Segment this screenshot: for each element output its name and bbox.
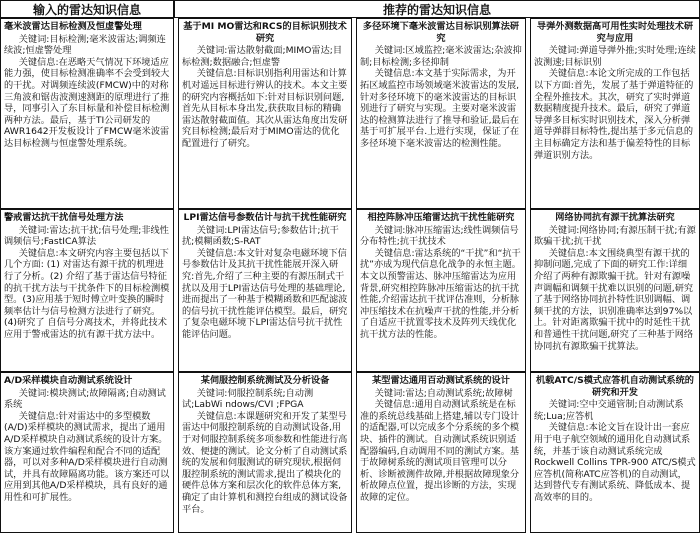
cell-title: 毫米波雷达目标检测及恒虚警处理	[4, 21, 142, 32]
recommendation-cell	[356, 209, 526, 372]
cell-title: 网络协同抗有源干扰算法研究	[555, 212, 675, 223]
info-value: 本文研究内容主要包括以下几个方面: (1) 对雷达有源干扰的机理进行了分析。(2) 介绍了基于雷达信号特征的抗干扰方法与干扰条件下的目标检测模型。(3)应用基于短时傅立叶变换的瞬时频率估计与信号检测方法进行了研究。(4)研究了 自信号分离技术，并将此技术应用于警戒雷达的抗有源干扰方法中。	[4, 247, 170, 340]
recommendation-cell	[178, 18, 352, 209]
keywords-line	[534, 225, 696, 248]
recommendation-cell	[356, 372, 526, 533]
keywords-label: 关键词:	[18, 224, 50, 236]
info-value: 在恶略天气情况下环境适应能力强，使目标检测准确率不会受到较大的干扰。对调频连续波(FMCW)中的对称三角波和锯齿波测速测距的原理进行了推导，同事引入了东目标量和补偿目标检测两种方法。最后，基于TI公司研发的AWR1642开发板设计了FMCW毫米波雷达目标检测与恒虚警处理系统。	[4, 56, 170, 149]
info-line	[534, 68, 696, 161]
info-label: 关键信息:	[374, 399, 415, 411]
keywords-label: 关键词:	[548, 224, 580, 236]
keywords-line	[4, 388, 170, 411]
keywords-value: 模块测试;故障隔离;自动测试系统	[4, 387, 166, 411]
cell-title: 警戒雷达抗干扰信号处理方法	[4, 212, 124, 223]
info-line	[360, 248, 522, 341]
info-line	[182, 411, 348, 515]
info-line	[360, 68, 522, 149]
info-value: 针对雷达中的多型模数(A/D)采样模块的测试需求，提出了通用A/D采样模块自动测试系统的设计方案。该方案通过软件编程和配合不同的适配器，可以对多种A/D采样模块进行自动测试，并具有故障隔离功能。该方案还可以应用到其他A/D采样模块，具有良好的通用性和可扩展性。	[4, 410, 170, 503]
info-label: 关键信息:	[18, 247, 59, 259]
info-value: 本文围绕典型有源干扰的抑制问题,完成了下面的研究工作:详细介绍了两种有源欺骗干扰。针对有源噪声调幅和调频干扰难以识别的问题,研究了基于网络协同抗扑特性识别调幅、调频干扰的方法，识别准确率达到97%以上。针对距离欺骗干扰中的时延性干扰和普通性干扰问题,研究了三种基于网络协同抗有源欺骗干扰算法。	[534, 247, 694, 352]
keywords-line	[182, 45, 348, 68]
info-value: 雷达系统的“干扰”和“抗干扰”亦成为现代信息化战争的永恒主题。本文以预警雷达、脉冲压缩雷达为应用背景,研究相控阵脉冲压缩雷达的抗干扰性能,介绍雷达抗干扰评估准则，分析脉冲压缩技术在抗噪声干扰的性能,并分析了自适应干扰置零技术及阵列天线优化抗干扰方法的性能。	[360, 247, 521, 340]
keywords-line	[182, 388, 348, 411]
info-value: 通用自动测试系统是在标准的系统总线基础上搭建,辅以专门设计的适配器,可以完成多个分系统的多个模块、插件的测试。自动测试系统识别适配器编码,自动调用不同的测试方案。基于故障树系统的测试项目管理可以分析、诊断被测件故障,并根据故障现象分析故障点位置，提出诊断的方法，实现故障的定位。	[360, 399, 520, 503]
info-label: 关键信息:	[548, 422, 589, 434]
info-value: 本论文所完成的工作包括以下方面:首先，发展了基于弹道特征的全程外推技术。其次，研究了实时弹道数据精度提升技术。最后，研究了弹道导弹多目标实时识别技术，深入分析弹道导弹群目标特性,提出基于多元信息的主目标确定方法和基于偏差特性的目标弹道识别方法。	[534, 68, 694, 161]
keywords-value: 目标检测;毫米波雷达;调频连续波;恒虚警处理	[4, 33, 166, 57]
keywords-label: 关键词:	[374, 45, 406, 57]
info-label: 关键信息:	[196, 410, 237, 422]
keywords-value: 雷达散射截面;MIMO雷达;目标检测;数据融合;恒虚警	[182, 45, 343, 68]
cell-title: A/D采样模块自动测试系统设计	[4, 375, 133, 386]
keywords-label: 关键词:	[196, 45, 228, 57]
cell-title: 相控阵脉冲压缩雷达抗干扰性能研究	[367, 212, 515, 223]
recommendation-cell	[530, 209, 700, 372]
info-label: 关键信息:	[374, 68, 415, 80]
keywords-line	[182, 225, 348, 248]
cell-title: 某伺服控制系统测试及分析设备	[200, 375, 330, 386]
info-line	[182, 68, 348, 149]
keywords-value: LPI雷达信号;参数估计;抗干扰;模糊函数;S-RAT	[182, 224, 339, 248]
info-label: 关键信息:	[18, 410, 59, 422]
cell-title: 导弹外测数据高可用性实时处理技术研究与应用	[536, 21, 694, 44]
info-line	[182, 248, 348, 341]
keywords-line	[534, 399, 696, 422]
keywords-line	[360, 45, 522, 68]
input-cell	[0, 372, 174, 533]
info-label: 关键信息:	[196, 247, 237, 259]
keywords-label: 关键词:	[374, 224, 406, 236]
info-value: 本课题研究和开发了某型号雷达中伺服控制系统的自动测试设备,用于对伺服控制系统多项参数和性能进行高效、便捷的测试。论文分析了自动测试系统的发展和伺服测试的研究现状,根据伺服控制系统的测试需求,提出了模块化的硬件总体方案和层次化的软件总体方案,确定了由计算机和测控台组成的测试设备平台。	[182, 410, 348, 515]
keywords-line	[360, 225, 522, 248]
info-line	[534, 422, 696, 503]
info-line	[4, 248, 170, 341]
header-input: 输入的雷达知识信息	[0, 0, 174, 18]
info-line	[4, 57, 170, 150]
keywords-label: 关键词:	[548, 45, 580, 57]
keywords-value: 伺服控制系统;自动测试;LabWi ndows/CVI ;FPGA	[182, 387, 314, 411]
cell-title: 基于MI MO雷达和RCS的目标识别技术研究	[183, 21, 347, 44]
keywords-label: 关键词:	[18, 33, 50, 45]
header-recommended: 推荐的雷达知识信息	[174, 0, 700, 18]
cell-title: 某型雷达通用百动测试系统的设计	[372, 375, 510, 386]
info-value: 本论文旨在设计出一套应用于电子航空领域的通用化自动测试系统，并基于该自动测试系统完成Rockwell Collins TPR-900 ATC/S模式应答机(简称ATC应答机)的自动测试，达到替代专有测试系统、降低成本、提高效率的目的。	[534, 422, 696, 503]
keywords-label: 关键词:	[196, 387, 228, 399]
info-value: 本文基于实际需求，为开拓区域监控市场领域毫米波雷达的发展,针对多径环境下的毫米波雷达的目标识别进行了研究与实现。主要对毫米波雷达的检测算法进行了推导和验证,最后在基于可扩展平台.上进行实现，保证了在多径环境下毫米波雷达的检测性能。	[360, 68, 520, 149]
info-label: 关键信息:	[548, 68, 589, 80]
keywords-label: 关键词:	[548, 399, 580, 411]
keywords-value: 雷达;抗干扰;信号处理;非线性调频信号;FastICA算法	[4, 224, 169, 248]
recommendation-cell	[178, 209, 352, 372]
info-label: 关键信息:	[18, 56, 59, 68]
recommendation-cell	[530, 372, 700, 533]
keywords-line	[4, 225, 170, 248]
keywords-line	[4, 34, 170, 57]
info-label: 关键信息:	[374, 247, 415, 259]
cell-title: 机载ATC/S模式应答机自动测试系统的研究和开发	[535, 375, 694, 398]
recommendation-cell	[356, 18, 526, 209]
keywords-value: 网络协同;有源压制干扰;有源欺骗干扰;抗干扰	[534, 224, 696, 248]
keywords-label: 关键词:	[196, 224, 228, 236]
info-label: 关键信息:	[196, 68, 237, 80]
info-value: 本文针对复杂电磁环境下信号参数估计及其抗干扰性能展开深入研究:首先,介绍了三种主要的有源压制式干扰以及用于LPI雷达信号处理的基础理论,进而提出了一种基于模糊函数和匹配滤波的信号抗干扰性能评估模型。最后，研究了复杂电磁环境下LPI雷达信号抗干扰性能评估问题。	[182, 247, 348, 340]
recommendation-cell	[178, 372, 352, 533]
keywords-value: 弹道导弹外推;实时处理;连续波测速;目标识别	[534, 45, 696, 68]
input-cell	[0, 209, 174, 372]
keywords-label: 关键词:	[18, 387, 50, 399]
cell-title: 多径环境下毫米波雷达目标识别算法研究	[362, 21, 520, 44]
keywords-value: 空中交通管制;自动测试系统;Lua;应答机	[534, 399, 684, 422]
info-line	[360, 399, 522, 503]
keywords-value: 区域监控;毫米波雷达;杂波抑制;目标检测;多径抑制	[360, 45, 522, 68]
cell-title: LPI雷达信号参数估计与抗干扰性能研究	[183, 212, 347, 223]
keywords-line	[360, 388, 522, 400]
info-label: 关键信息:	[548, 247, 589, 259]
keywords-value: 雷达;自动测试系统;故障树	[405, 387, 513, 399]
info-value: 目标识别指利用雷达和计算机对遥远目标进行辨认的技术。本文主要的研究内容概括如下:针对目标识别问题,首先从目标本身出发,获获取目标的精确雷达散射截面值。其次从雷达角度出发研究目标检测;最后对于MIMO雷达的优化配置进行了研究。	[182, 68, 348, 149]
keywords-label: 关键词:	[374, 387, 406, 399]
info-line	[4, 411, 170, 504]
keywords-line	[534, 45, 696, 68]
recommendation-cell	[530, 18, 700, 209]
keywords-value: 脉冲压缩雷达;线性调频信号分布特性;抗干扰技术	[360, 224, 519, 248]
info-line	[534, 248, 696, 352]
input-cell	[0, 18, 174, 209]
